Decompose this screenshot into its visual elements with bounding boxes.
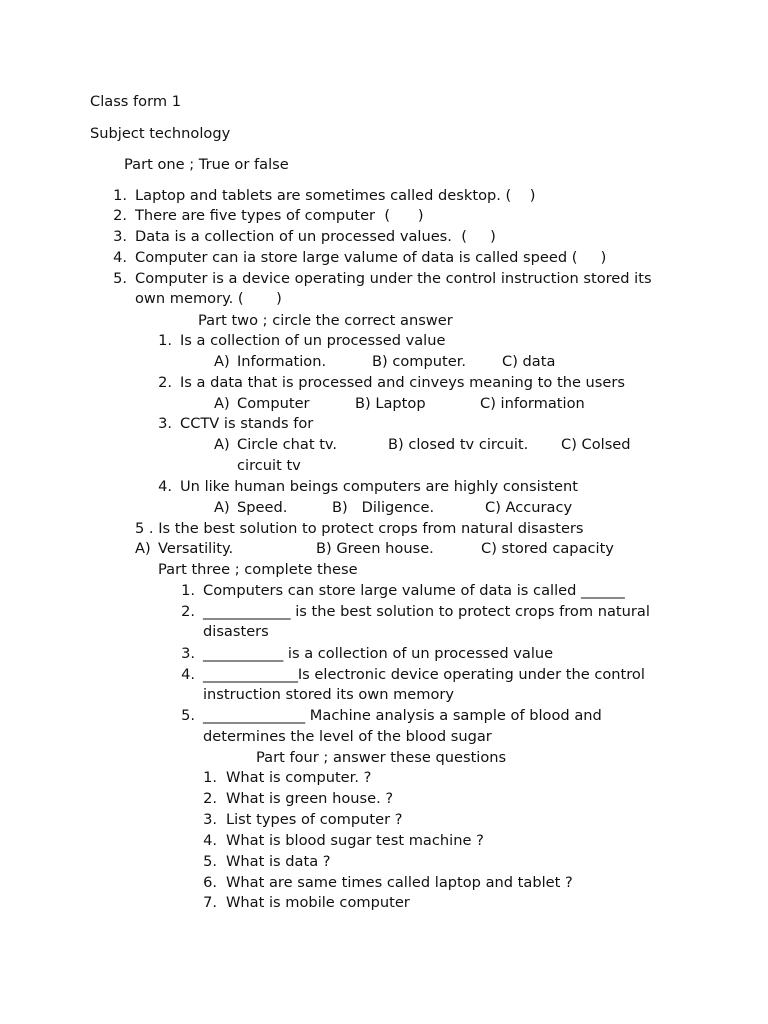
p4-item-2-number: 2. <box>203 790 217 807</box>
p2-q3-option-a: Circle chat tv. <box>237 436 338 453</box>
p2-q2-number: 2. <box>158 374 172 391</box>
p2-q4-text: Un like human beings computers are highly consistent <box>180 478 578 495</box>
p2-q5-option-a: Versatility. <box>158 540 234 557</box>
p2-q4-option-c: C) Accuracy <box>485 499 573 516</box>
p4-item-6-text: What are same times called laptop and tablet ? <box>226 874 573 891</box>
subject-line: Subject technology <box>90 125 231 142</box>
p2-q4-number: 4. <box>158 478 172 495</box>
p3-item-5-text: ______________ Machine analysis a sample of blood and <box>203 707 602 724</box>
p1-item-2-number: 2. <box>113 207 127 224</box>
p2-q1-number: 1. <box>158 332 172 349</box>
p2-q2-option-a: Computer <box>237 395 310 412</box>
p1-item-4-text: Computer can ia store large valume of data is called speed ( ) <box>135 249 607 266</box>
part-four-title: Part four ; answer these questions <box>256 749 507 766</box>
p3-item-2-text: ____________ is the best solution to protect crops from natural <box>203 603 650 620</box>
p1-item-2-text: There are five types of computer ( ) <box>135 207 424 224</box>
p3-item-4-number: 4. <box>181 666 195 683</box>
p2-q5-option-c: C) stored capacity <box>481 540 614 557</box>
p3-item-4-continuation: instruction stored its own memory <box>203 686 455 703</box>
p2-q5-option-b: B) Green house. <box>316 540 434 557</box>
p2-q2-option-b: B) Laptop <box>355 395 426 412</box>
p4-item-2-text: What is green house. ? <box>226 790 394 807</box>
p1-item-1-text: Laptop and tablets are sometimes called desktop. ( ) <box>135 187 536 204</box>
p4-item-4-number: 4. <box>203 832 217 849</box>
p4-item-4-text: What is blood sugar test machine ? <box>226 832 484 849</box>
p2-q3-option-b: B) closed tv circuit. <box>388 436 529 453</box>
p4-item-7-number: 7. <box>203 894 217 911</box>
p2-q3-option-c-continuation: circuit tv <box>237 457 301 474</box>
p1-item-1-number: 1. <box>113 187 127 204</box>
p2-q2-text: Is a data that is processed and cinveys meaning to the users <box>180 374 625 391</box>
p2-q2-option-c: C) information <box>480 395 585 412</box>
p2-q4-option-a: Speed. <box>237 499 288 516</box>
p3-item-5-continuation: determines the level of the blood sugar <box>203 728 492 745</box>
p1-item-3-number: 3. <box>113 228 127 245</box>
p2-q1-option-c: C) data <box>502 353 556 370</box>
p3-item-1-number: 1. <box>181 582 195 599</box>
p2-q5-text: 5 . Is the best solution to protect crops from natural disasters <box>135 520 584 537</box>
p4-item-5-text: What is data ? <box>226 853 331 870</box>
p4-item-7-text: What is mobile computer <box>226 894 410 911</box>
p1-item-4-number: 4. <box>113 249 127 266</box>
p4-item-3-text: List types of computer ? <box>226 811 403 828</box>
p1-item-5-continuation: own memory. ( ) <box>135 290 282 307</box>
p2-q1-option-a: Information. <box>237 353 327 370</box>
p4-item-3-number: 3. <box>203 811 217 828</box>
part-one-title: Part one ; True or false <box>124 156 289 173</box>
class-line: Class form 1 <box>90 93 181 110</box>
p3-item-3-text: ___________ is a collection of un processed value <box>203 645 554 662</box>
p2-q3-number: 3. <box>158 415 172 432</box>
p4-item-6-number: 6. <box>203 874 217 891</box>
p2-q2-option-a-label: A) <box>214 395 230 412</box>
p3-item-5-number: 5. <box>181 707 195 724</box>
p2-q3-option-c: C) Colsed <box>561 436 631 453</box>
p3-item-2-number: 2. <box>181 603 195 620</box>
p2-q1-option-b: B) computer. <box>372 353 467 370</box>
p1-item-5-number: 5. <box>113 270 127 287</box>
p3-item-3-number: 3. <box>181 645 195 662</box>
p1-item-3-text: Data is a collection of un processed values. ( ) <box>135 228 496 245</box>
p2-q1-text: Is a collection of un processed value <box>180 332 446 349</box>
p2-q3-option-a-label: A) <box>214 436 230 453</box>
p4-item-1-number: 1. <box>203 769 217 786</box>
p2-q3-text: CCTV is stands for <box>180 415 314 432</box>
p4-item-5-number: 5. <box>203 853 217 870</box>
p3-item-2-continuation: disasters <box>203 623 269 640</box>
p2-q4-option-a-label: A) <box>214 499 230 516</box>
p3-item-4-text: _____________Is electronic device operating under the control <box>203 666 645 683</box>
part-three-title: Part three ; complete these <box>158 561 358 578</box>
p1-item-5-text: Computer is a device operating under the control instruction stored its <box>135 270 652 287</box>
p2-q4-option-b: B) Diligence. <box>332 499 435 516</box>
p3-item-1-text: Computers can store large valume of data is called ______ <box>203 582 625 599</box>
p4-item-1-text: What is computer. ? <box>226 769 372 786</box>
p2-q1-option-a-label: A) <box>214 353 230 370</box>
part-two-title: Part two ; circle the correct answer <box>198 312 453 329</box>
p2-q5-option-a-label: A) <box>135 540 151 557</box>
